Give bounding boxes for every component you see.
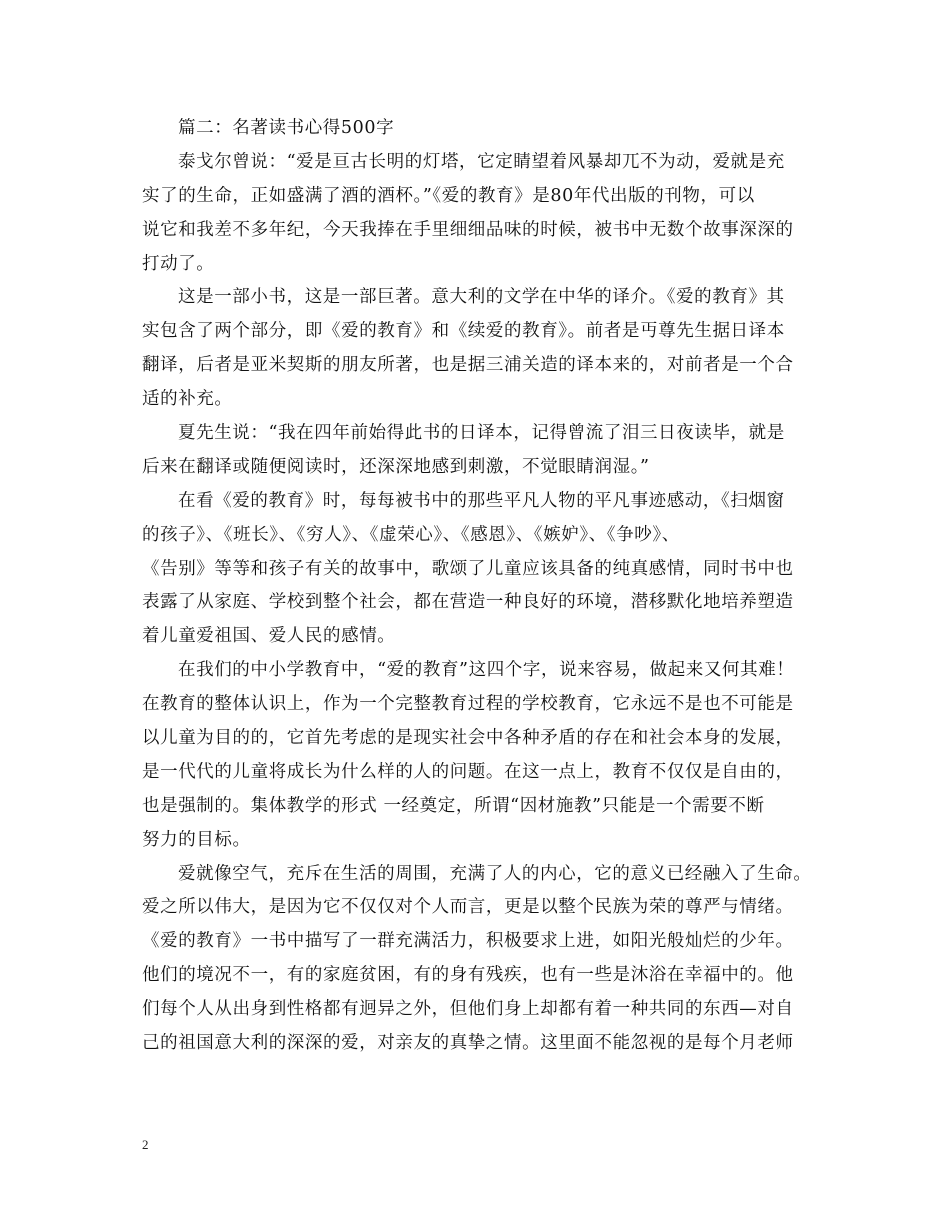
document-body xyxy=(142,112,822,1061)
text-line: 是一代代的儿童将成长为什么样的人的问题。在这一点上，教育不仅仅是自由的， xyxy=(142,761,794,782)
text-line: 爱就像空气，充斥在生活的周围，充满了人的内心，它的意义已经融入了生命。 xyxy=(178,863,812,884)
text-line: 实了的生命，正如盛满了酒的酒杯。”《爱的教育》是80年代出版的刊物，可以 xyxy=(142,185,755,206)
text-line: 以儿童为目的的，它首先考虑的是现实社会中各种矛盾的存在和社会本身的发展， xyxy=(142,728,794,749)
text-line: 在我们的中小学教育中，“爱的教育”这四个字，说来容易，做起来又何其难！ xyxy=(178,660,795,681)
text-line: 这是一部小书，这是一部巨著。意大利的文学在中华的译介。《爱的教育》其 xyxy=(178,287,785,308)
text-line: 表露了从家庭、学校到整个社会，都在营造一种良好的环境，潜移默化地培养塑造 xyxy=(142,592,794,613)
text-line: 实包含了两个部分，即《爱的教育》和《续爱的教育》。前者是丏尊先生据日译本 xyxy=(142,321,785,342)
text-line: 泰戈尔曾说：“爱是亘古长明的灯塔，它定睛望着风暴却兀不为动，爱就是充 xyxy=(178,151,785,172)
text-line: 己的祖国意大利的深深的爱，对亲友的真挚之情。这里面不能忽视的是每个月老师 xyxy=(142,1033,794,1054)
text-line: 努力的目标。 xyxy=(142,829,251,850)
text-line: 《告别》等等和孩子有关的故事中，歌颂了儿童应该具备的纯真感情，同时书中也 xyxy=(142,558,794,579)
text-line: 说它和我差不多年纪，今天我捧在手里细细品味的时候，被书中无数个故事深深的 xyxy=(142,219,794,240)
text-line: 在教育的整体认识上，作为一个完整教育过程的学校教育，它永远不是也不可能是 xyxy=(142,694,794,715)
text-line: 在看《爱的教育》时，每每被书中的那些平凡人物的平凡事迹感动，《扫烟窗 xyxy=(178,490,785,511)
text-line: 《爱的教育》一书中描写了一群充满活力，积极要求上进，如阳光般灿烂的少年。 xyxy=(142,931,794,952)
section-heading: 篇二：名著读书心得500字 xyxy=(178,118,395,138)
text-line: 适的补充。 xyxy=(142,389,233,410)
text-line: 翻译，后者是亚米契斯的朋友所著，也是据三浦关造的译本来的，对前者是一个合 xyxy=(142,355,794,376)
text-line: 后来在翻译或随便阅读时，还深深地感到刺激，不觉眼睛润湿。” xyxy=(142,456,650,477)
text-line: 的孩子》、《班长》、《穷人》、《虚荣心》、《感恩》、《嫉妒》、《争吵》、 xyxy=(142,524,680,545)
text-line: 夏先生说：“我在四年前始得此书的日译本，记得曾流了泪三日夜读毕，就是 xyxy=(178,423,785,444)
text-line: 爱之所以伟大，是因为它不仅仅对个人而言，更是以整个民族为荣的尊严与情绪。 xyxy=(142,897,794,918)
text-line: 他们的境况不一，有的家庭贫困，有的身有残疾，也有一些是沐浴在幸福中的。他 xyxy=(142,965,794,986)
text-line: 着儿童爱祖国、爱人民的感情。 xyxy=(142,626,396,647)
text-line: 也是强制的。集体教学的形式 一经奠定，所谓“因材施教”只能是一个需要不断 xyxy=(142,795,765,816)
page-number: 2 xyxy=(142,1137,149,1152)
text-line: 们每个人从出身到性格都有迥异之外，但他们身上却都有着一种共同的东西—对自 xyxy=(142,999,794,1020)
text-line: 打动了。 xyxy=(142,253,215,274)
